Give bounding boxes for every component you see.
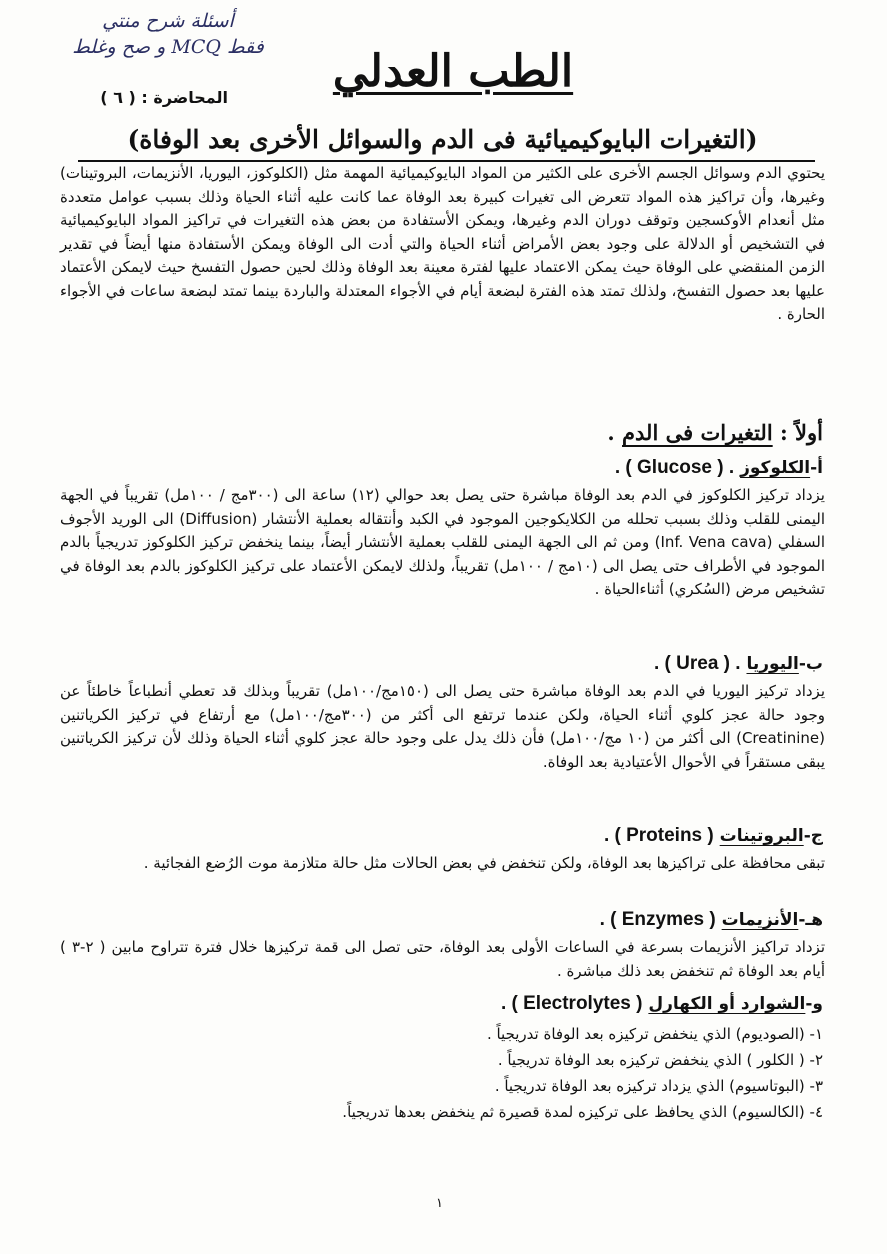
- enzymes-paragraph: تزداد تراكيز الأنزيمات بسرعة في الساعات الأولى بعد الوفاة، حتى تصل الى قمة تركيزها خلال فترة تتراوح مابين ( ٢-٣ ) أيام بعد الوفاة ثم تنخفض بعد ذلك مباشرة .: [60, 938, 825, 980]
- glucose-letter: أ-: [810, 458, 823, 478]
- page-number: ١: [436, 1196, 443, 1211]
- urea-english: . ( Urea ) .: [653, 653, 741, 674]
- section-heading-blood: [607, 420, 823, 445]
- electrolytes-title: الشوارد أو الكهارل: [648, 994, 806, 1014]
- electrolytes-heading: [501, 992, 823, 1016]
- glucose-title: الكلوكوز: [740, 458, 811, 478]
- handwritten-note-line-1: أسئلة شرح منتي: [102, 10, 234, 32]
- glucose-paragraph: يزداد تركيز الكلوكوز في الدم بعد الوفاة مباشرة حتى يصل بعد حوالي (١٢) ساعة الى (٣٠٠مج / ١٠٠مل) تقريباً في الجهة اليمنى للقلب وذلك بسبب تحلله من الكلايكوجين الموجود في الكبد وأنتقاله بعملية الأنتشار (Diffusion) الى الوريد الأجوف السفلي (Inf. Vena cava) ومن ثم الى الجهة اليمنى للقلب بعملية الأنتشار أيضاً، بينما ينخفض تركيز الكلوكوز تدريجياً بالدم الموجود في الأطراف حتى يصل الى (١٠مج / ١٠٠مل) تقريباً، ولذلك لايمكن الأعتماد على تركيز الكلوكوز بالدم بعد الوفاة في تشخيص مرض (السُكري) أثناءالحياة .: [60, 486, 825, 598]
- lecture-number: المحاضرة : ( ٦ ): [100, 88, 228, 107]
- enzymes-english: . ( Enzymes ): [599, 909, 716, 930]
- electrolytes-english: . ( Electrolytes ): [500, 993, 643, 1014]
- electrolyte-item-chloride: ٢- ( الكلور ) الذي ينخفض تركيزه بعد الوفاة تدريجياً .: [497, 1051, 823, 1069]
- section-prefix: أولاً :: [779, 420, 823, 445]
- electrolyte-item-sodium: ١- (الصوديوم) الذي ينخفض تركيزه بعد الوفاة تدريجياً .: [486, 1025, 823, 1043]
- electrolyte-item-calcium: ٤- (الكالسيوم) الذي يحافظ على تركيزه لمدة قصيرة ثم ينخفض بعدها تدريجياً.: [342, 1103, 823, 1121]
- glucose-english: . ( Glucose ) .: [614, 457, 735, 478]
- proteins-paragraph: تبقى محافظة على تراكيزها بعد الوفاة، ولكن تنخفض في بعض الحالات مثل حالة متلازمة موت الرُضع الفجائية .: [143, 854, 825, 872]
- proteins-letter: ج-: [803, 826, 823, 846]
- proteins-heading: [604, 824, 823, 848]
- urea-heading: [654, 652, 823, 676]
- section-title: التغيرات فى الدم: [622, 420, 773, 445]
- glucose-heading: [615, 456, 823, 480]
- proteins-english: . ( Proteins ): [603, 825, 714, 846]
- electrolytes-letter: و-: [805, 994, 823, 1014]
- urea-title: اليوريا: [746, 654, 799, 674]
- section-end: .: [607, 420, 615, 445]
- lecture-subtitle-text: (التغيرات البايوكيميائية فى الدم والسوائل الأخرى بعد الوفاة): [127, 125, 758, 154]
- lecture-subtitle: [70, 120, 815, 160]
- enzymes-title: الأنزيمات: [721, 910, 799, 930]
- enzymes-letter: هـ-: [798, 910, 823, 930]
- handwritten-note: [18, 8, 318, 60]
- intro-paragraph: يحتوي الدم وسوائل الجسم الأخرى على الكثير من المواد البايوكيميائية المهمة مثل (الكلوكوز، اليوريا، الأنزيمات، البروتينات) وغيرها، وأن تراكيز هذه المواد تتعرض الى تغيرات كبيرة بعد الوفاة عما كانت عليه أثناء الحياة وذلك بسبب عوامل متعددة مثل أنعدام الأوكسجين وتوقف دوران الدم وغيرها، ويمكن الأستفادة من بعض هذه التغيرات في تراكيز المواد البايوكيميائية في التشخيص أو الدلالة على وجود بعض الأمراض أثناء الحياة والتي أدت الى الوفاة ويمكن الأستفادة منها أيضاً في تقدير الزمن المنقضي على الوفاة حيث يمكن الاعتماد عليها لفترة معينة بعد الوفاة وذلك لحين حصول التفسخ حيث لايمكن الأعتماد عليها بعد حصول التفسخ، ولذلك تمتد هذه الفترة لبضعة أيام في الأجواء المعتدلة والباردة بينما تمتد لبضعة ساعات في الأجواء الحارة .: [60, 164, 825, 323]
- electrolyte-item-potassium: ٣- (البوتاسيوم) الذي يزداد تركيزه بعد الوفاة تدريجياً .: [494, 1077, 823, 1095]
- urea-paragraph: يزداد تركيز اليوريا في الدم بعد الوفاة مباشرة حتى يصل الى (١٥٠مج/١٠٠مل) تقريباً وبذلك قد تعطي أنطباعاً خاطئاً عن وجود حالة عجز كلوي أثناء الحياة، ولكن عندما ترتفع الى أكثر من (٣٠٠مج/١٠٠مل) مع أرتفاع في تركيز الكرياتنين (Creatinine) الى أكثر من (١٠ مج/١٠٠مل) فأن ذلك يدل على وجود حالة عجز كلوي أثناء الحياة وذلك لأن تركيز الكرياتنين يبقى مستقراً في الأحوال الأعتيادية بعد الوفاة.: [60, 682, 826, 771]
- page-title: الطب العدلي: [332, 46, 574, 97]
- enzymes-heading: [600, 908, 823, 932]
- proteins-title: البروتينات: [719, 826, 804, 846]
- urea-letter: ب-: [798, 654, 823, 674]
- handwritten-note-line-2: فقط MCQ و صح وغلط: [72, 36, 264, 58]
